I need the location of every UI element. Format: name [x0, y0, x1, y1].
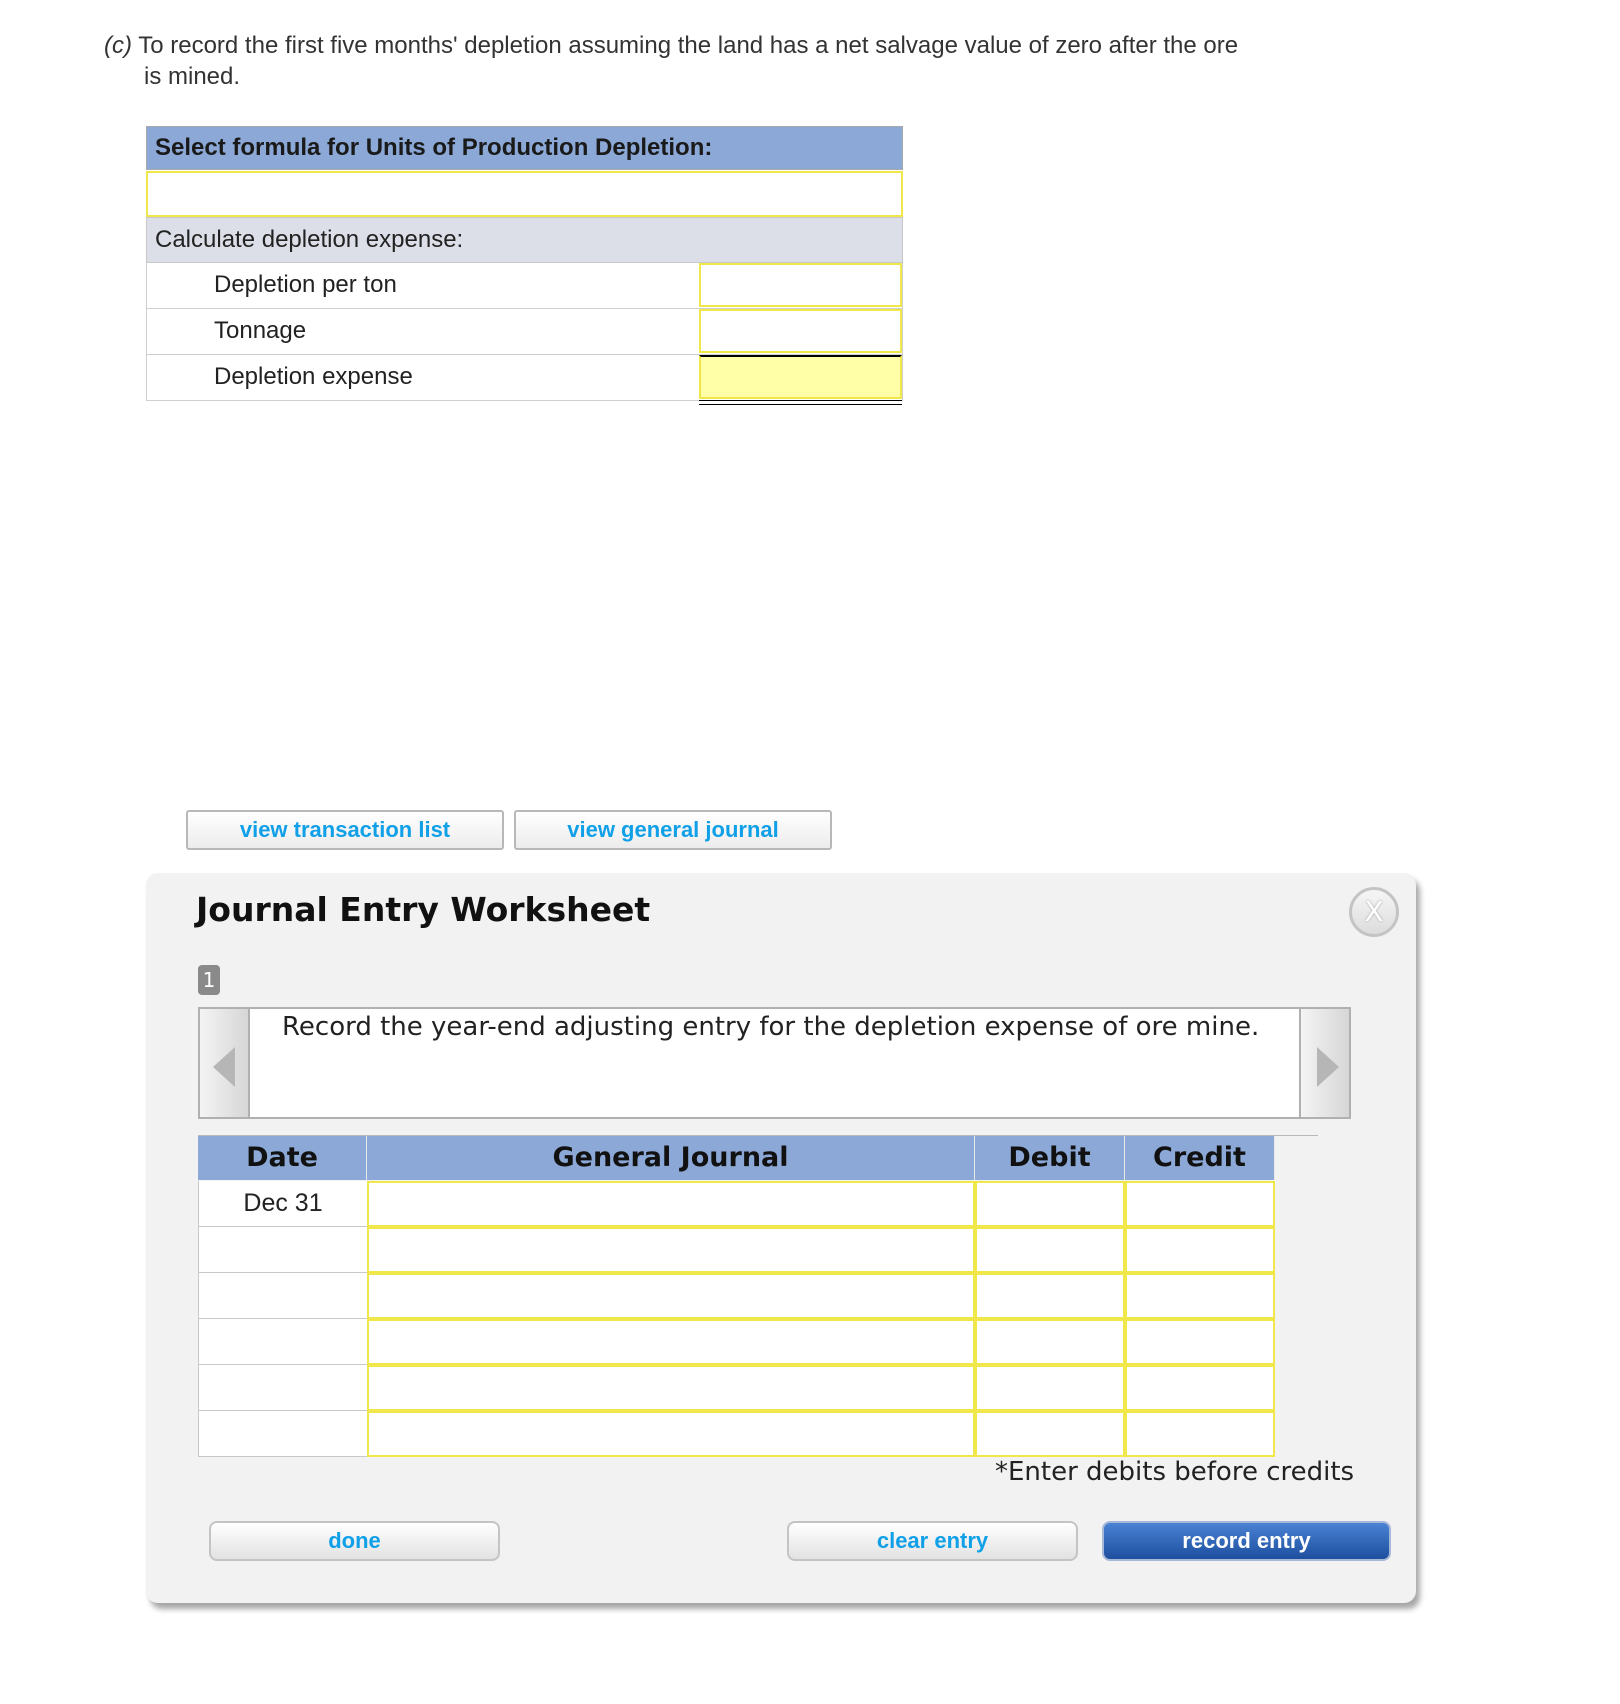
question-line1: To record the first five months' depletion assuming the land has a net salvage value of zero after the ore	[138, 32, 1239, 59]
debit-input[interactable]	[975, 1273, 1125, 1319]
arrow-left-icon	[213, 1047, 235, 1087]
view-general-journal-button[interactable]: view general journal	[514, 810, 832, 850]
formula-header: Select formula for Units of Production Depletion:	[146, 126, 903, 170]
depletion-expense-label: Depletion expense	[214, 363, 413, 390]
debit-input[interactable]	[975, 1319, 1125, 1365]
total-double-underline	[699, 400, 902, 405]
depletion-per-ton-row	[146, 263, 903, 309]
close-icon[interactable]: X	[1349, 887, 1399, 937]
depletion-per-ton-input[interactable]	[699, 263, 902, 307]
debit-input[interactable]	[975, 1181, 1125, 1227]
credit-input[interactable]	[1125, 1319, 1275, 1365]
debit-credit-note: *Enter debits before credits	[995, 1457, 1355, 1487]
view-transaction-list-button[interactable]: view transaction list	[186, 810, 504, 850]
transaction-tab[interactable]: 1	[198, 965, 220, 995]
record-entry-button[interactable]: record entry	[1102, 1521, 1391, 1561]
account-input[interactable]	[367, 1365, 975, 1411]
date-column-header: Date	[198, 1136, 367, 1180]
date-cell	[198, 1273, 367, 1319]
question-tag: (c)	[104, 32, 132, 59]
debit-column-header: Debit	[975, 1136, 1125, 1180]
general-journal-column-header: General Journal	[367, 1136, 975, 1180]
account-input[interactable]	[367, 1411, 975, 1457]
question-line2: is mined.	[144, 63, 241, 90]
prev-arrow-button[interactable]	[198, 1007, 250, 1119]
next-arrow-button[interactable]	[1299, 1007, 1351, 1119]
date-cell: Dec 31	[198, 1181, 367, 1227]
debit-input[interactable]	[975, 1227, 1125, 1273]
depletion-table	[146, 126, 903, 401]
account-input[interactable]	[367, 1227, 975, 1273]
tonnage-input[interactable]	[699, 309, 902, 353]
date-cell	[198, 1319, 367, 1365]
tonnage-row	[146, 309, 903, 355]
done-button[interactable]: done	[209, 1521, 500, 1561]
date-cell	[198, 1365, 367, 1411]
worksheet-title: Journal Entry Worksheet	[196, 890, 651, 929]
credit-column-header: Credit	[1125, 1136, 1275, 1180]
credit-input[interactable]	[1125, 1227, 1275, 1273]
tonnage-label: Tonnage	[214, 317, 307, 344]
account-input[interactable]	[367, 1181, 975, 1227]
depletion-expense-row	[146, 355, 903, 401]
depletion-expense-input[interactable]	[699, 355, 902, 399]
debit-input[interactable]	[975, 1365, 1125, 1411]
question-text	[104, 30, 1354, 92]
arrow-right-icon	[1317, 1047, 1339, 1087]
account-input[interactable]	[367, 1273, 975, 1319]
credit-input[interactable]	[1125, 1181, 1275, 1227]
credit-input[interactable]	[1125, 1411, 1275, 1457]
debit-input[interactable]	[975, 1411, 1125, 1457]
date-cell	[198, 1227, 367, 1273]
depletion-per-ton-label: Depletion per ton	[214, 271, 397, 298]
prompt-text: Record the year-end adjusting entry for the depletion expense of ore mine.	[282, 1012, 1260, 1042]
credit-input[interactable]	[1125, 1365, 1275, 1411]
formula-select[interactable]	[146, 171, 903, 217]
clear-entry-button[interactable]: clear entry	[787, 1521, 1078, 1561]
date-cell	[198, 1411, 367, 1457]
account-input[interactable]	[367, 1319, 975, 1365]
credit-input[interactable]	[1125, 1273, 1275, 1319]
calc-label: Calculate depletion expense:	[146, 217, 903, 263]
